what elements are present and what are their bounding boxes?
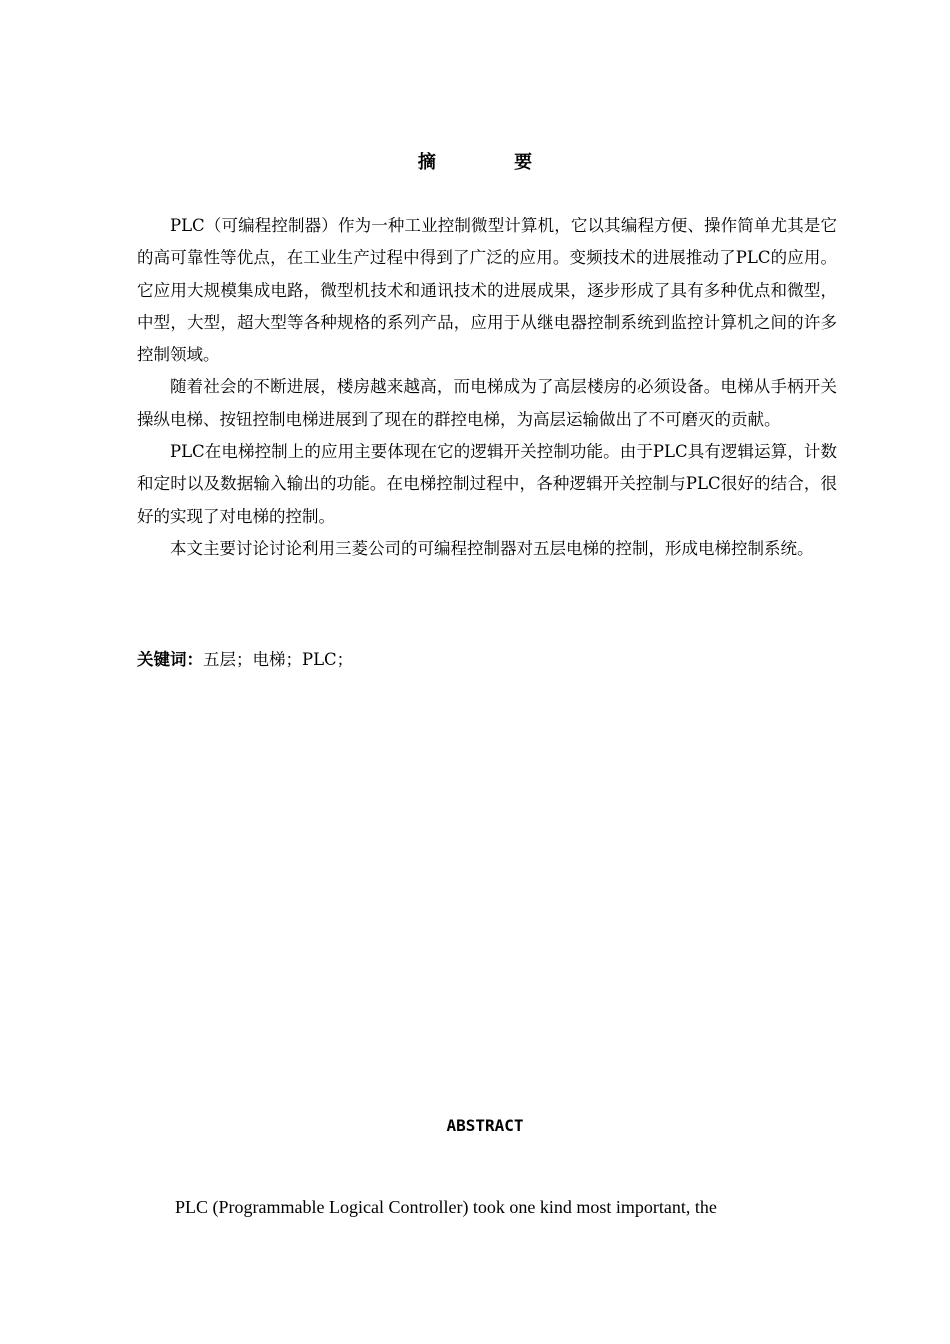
abstract-paragraph-1: PLC（可编程控制器）作为一种工业控制微型计算机，它以其编程方便、操作简单尤其是它的高可靠性等优点，在工业生产过程中得到了广泛的应用。变频技术的进展推动了PLC的应用。它应用大规模集成电路，微型机技术和通讯技术的进展成果，逐步形成了具有多种优点和微型，中型，大型，超大型等各种规格的系列产品，应用于从继电器控制系统到监控计算机之间的许多控制领域。 — [137, 216, 837, 365]
keywords-label: 关键词： — [137, 650, 203, 669]
chinese-abstract-body — [137, 210, 837, 565]
keywords-value: 五层；电梯；PLC； — [203, 650, 354, 669]
english-abstract-paragraph: PLC (Programmable Logical Controller) took one kind most important, the — [175, 1197, 717, 1217]
abstract-paragraph-4: 本文主要讨论讨论利用三菱公司的可编程控制器对五层电梯的控制，形成电梯控制系统。 — [170, 538, 814, 558]
abstract-paragraph-2: 随着社会的不断进展，楼房越来越高，而电梯成为了高层楼房的必须设备。电梯从手柄开关操纵电梯、按钮控制电梯进展到了现在的群控电梯，为高层运输做出了不可磨灭的贡献。 — [137, 377, 837, 429]
keywords-line — [137, 648, 837, 672]
chinese-abstract-title: 摘 要 — [417, 152, 569, 173]
abstract-paragraph-3: PLC在电梯控制上的应用主要体现在它的逻辑开关控制功能。由于PLC具有逻辑运算，计数和定时以及数据输入输出的功能。在电梯控制过程中，各种逻辑开关控制与PLC很好的结合，很好的实现了对电梯的控制。 — [137, 442, 837, 526]
english-abstract-title: ABSTRACT — [446, 1116, 524, 1135]
